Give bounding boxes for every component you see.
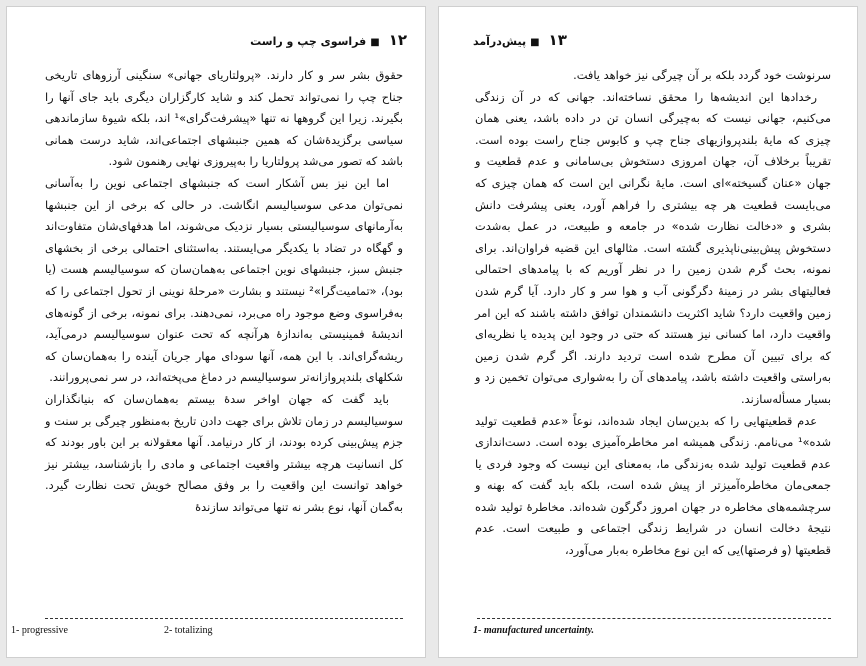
paragraph: سرنوشت خود گردد بلکه بر آن چیرگی نیز خواهد یافت. <box>573 68 831 82</box>
right-footnotes <box>473 625 594 636</box>
right-section-title: پیش‌درآمد <box>473 35 527 48</box>
paragraph: رخدادها این اندیشه‌ها را محقق نساخته‌اند. جهانی که در آن زندگی می‌کنیم، جهانی نیست که به‌چیرگی انسان تن در داده باشد، یعنی همان چیزی که مایهٔ بلندپروازیهای جناح چپ و کابوس جناح راست بوده است. تقریباً برخلاف آن، جهان امروزی دستخوش بی‌سامانی و عدم قطعیت و جهان «عنان گسیخته»ای است. مایهٔ نگرانی این است که همان چیزی که می‌بایست قطعیت هر چه بیشتری را فراهم آورد، یعنی پیشرفت دانش بشری و «دخالت نظارت شده» در جامعه و طبیعت، در عمل به‌شدت دستخوش پیش‌بینی‌ناپذیری گشته است. مثالهای این قضیه فراوان‌اند. برای نمونه، بحث گرم شدن زمین را در نظر آوریم که با پیامدهای احتمالی فعالیتهای بشر در زمینهٔ دگرگونی آب و هوا سر و کار دارد. آیا گرم شدن زمین واقعیت دارد؟ شاید اکثریت دانشمندان توافق داشته باشند که این امر واقعیت دارد، اما کسانی نیز هستند که حتی در وجود این پدیده یا نظریه‌ای که برای تبیین آن مطرح شده است تردید دارند. اگر گرم شدن زمین به‌راستی واقعیت داشته باشد، پیامدهای آن را به‌شواری می‌توان تخمین زد و بسیار مسأله‌سازند. <box>475 89 831 406</box>
left-page-body <box>45 65 403 518</box>
square-bullet-icon: ■ <box>530 37 540 48</box>
paragraph: باید گفت که جهان اواخر سدهٔ بیستم به‌همان‌سان که بنیانگذاران سوسیالیسم در زمان تلاش برای جهت دادن تاریخ به‌منظور چیرگی بر سنت و جزم پیش‌بینی کرده بودند، از کار درنیامد. آنها معقولانه بر این باور بودند که کل انسانیت هرچه بیشتر واقعیت اجتماعی و مادی را بازشناسد، بیشتر نیز خواهد توانست این واقعیت را بر وفق مصالح خویش تحت نظارت گیرد. به‌گمان آنها، نوع بشر نه تنها می‌تواند سازندهٔ <box>45 391 403 514</box>
right-page-body <box>475 65 831 562</box>
left-page <box>6 6 426 658</box>
square-bullet-icon: ■ <box>370 37 380 48</box>
right-page-header <box>473 31 833 51</box>
left-page-number: ۱۲ <box>388 31 407 49</box>
right-page <box>438 6 858 658</box>
left-page-header <box>45 31 407 51</box>
footnote: 2- totalizing <box>163 625 213 636</box>
footnote-divider <box>45 618 403 619</box>
paragraph: عدم قطعیتهایی را که بدین‌سان ایجاد شده‌اند، نوعاً «عدم قطعیت تولید شده»¹ می‌نامم. زندگی همیشه امر مخاطره‌آمیزی بوده است. دست‌اندازی عدم قطعیت تولید شده به‌زندگی ما، به‌معنای این نیست که وجود فردی یا جمعی‌مان مخاطره‌آمیزتر از پیش شده است، بلکه باید گفت که بهنه و سرچشمه‌های مخاطره در جهان امروز دگرگون شده‌اند. مخاطرهٔ تولید شده نتیجهٔ دخالت انسان در شرایط زندگی اجتماعی و طبیعت است. عدم قطعیتها (و فرصتها)یی که این نوع مخاطره به‌بار می‌آورد، <box>475 413 831 558</box>
paragraph: اما این نیز بس آشکار است که جنبشهای اجتماعی نوین را به‌آسانی نمی‌توان مدعی سوسیالیسم انگاشت. در حالی که برخی از این جنبشها به‌آرمانهای سوسیالیستی بسیار نزدیک می‌شوند، اما هدفهای‌شان متفاوت‌اند و گهگاه در تضاد با یکدیگر می‌ایستند. به‌استثنای احتمالی برخی از بخشهای جنبش سبز، جنبشهای نوین اجتماعی به‌همان‌سان که سوسیالیسم هست (یا بود)، «تمامیت‌گرا»² نیستند و بشارت «مرحلهٔ نوینی از تحول اجتماعی را که به‌فراسوی وضع موجود راه می‌برد، نمی‌دهند. برای نمونه، برخی از گونه‌های اندیشهٔ فمینیستی به‌اندازهٔ هرآنچه که تحت عنوان سوسیالیسم درمی‌آید، ریشه‌گرای‌اند. با این همه، آنها سودای مهار جریان آینده را به‌همان‌سان که شکلهای بلندپروازانه‌تر سوسیالیسم در دماغ می‌پخته‌اند، در سر نمی‌پرورانند. <box>45 175 403 385</box>
left-section-title: فراسوی چپ و راست <box>250 35 367 48</box>
paragraph: حقوق بشر سر و کار دارند. «پرولتاریای جهانی» سنگینی آرزوهای تاریخی جناح چپ را نمی‌تواند تحمل کند و شاید کارگزاران دیگری باید جای آنها را بگیرند. زیرا این گروهها نه تنها «پیشرفت‌گرای»¹ اند، بلکه شیوهٔ سازماندهی سیاسی برگزیدهٔ‌شان که همین جنبشهای اجتماعی‌اند، شاید درست همانی باشد که تصور می‌شد پرولتاریا را به‌پیروزی نهایی رهنمون شود. <box>45 68 403 169</box>
footnote: 1- progressive <box>11 625 68 636</box>
left-footnotes <box>11 625 213 636</box>
footnote-divider <box>477 618 831 619</box>
right-page-number: ۱۳ <box>548 31 567 49</box>
footnote: 1- manufactured uncertainty. <box>473 625 595 636</box>
